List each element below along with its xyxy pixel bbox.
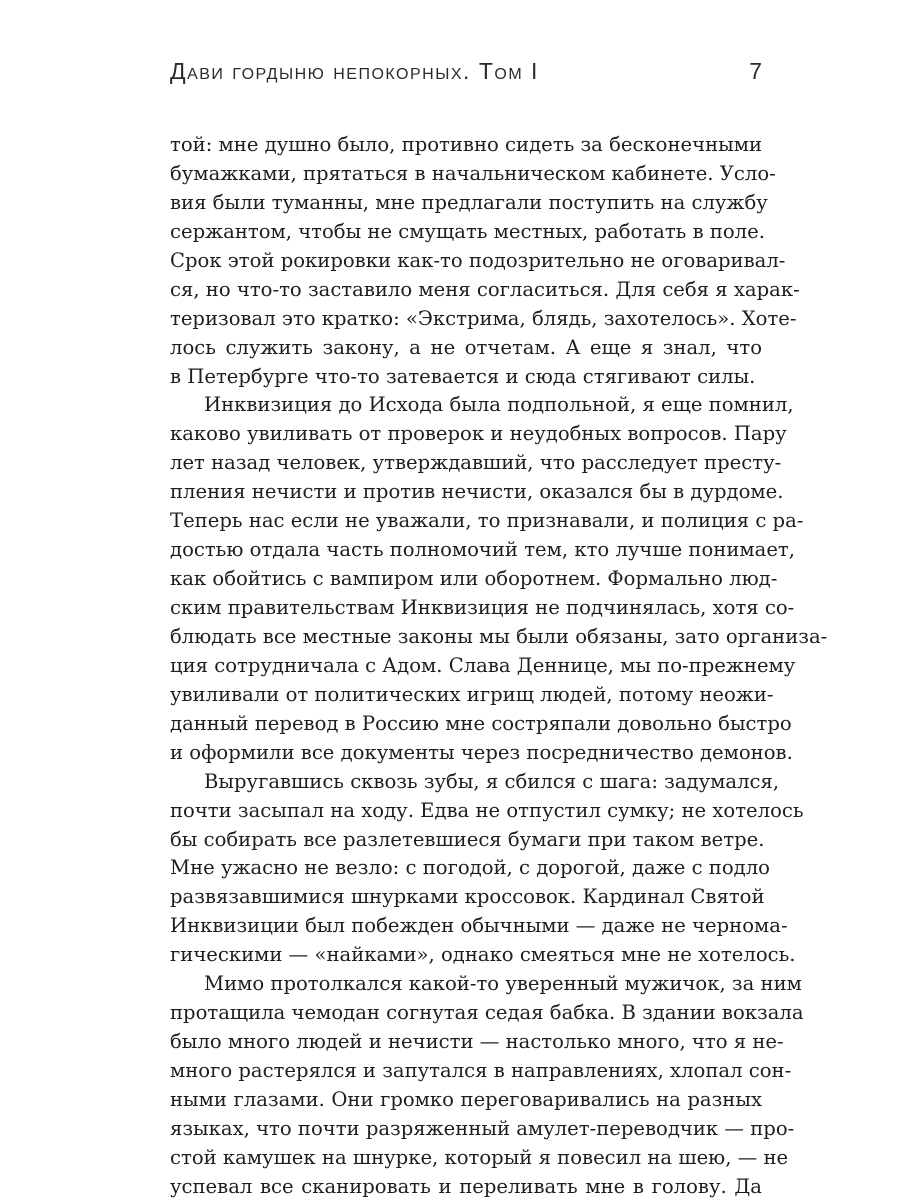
text-line: ся, но что-то заставило меня согласиться. Для себя я харак- bbox=[170, 277, 800, 301]
text-line: ским правительствам Инквизиция не подчинялась, хотя со- bbox=[170, 596, 795, 619]
text-line: Инквизиция до Исхода была подпольной, я еще помнил, bbox=[204, 393, 794, 417]
text-line: Инквизиции был побежден обычными — даже не чернома- bbox=[170, 914, 788, 938]
text-line: было много людей и нечисти — настолько много, что я не- bbox=[170, 1030, 784, 1054]
text-line: Теперь нас если не уважали, то признавали, и полиция с ра- bbox=[170, 509, 804, 533]
text-line: Срок этой рокировки как-то подозрительно не оговаривал- bbox=[170, 248, 786, 272]
text-line: лось служить закону, а не отчетам. А еще я знал, что bbox=[170, 335, 762, 359]
text-line: почти засыпал на ходу. Едва не отпустил сумку; не хотелось bbox=[170, 798, 804, 822]
text-line: каково увиливать от проверок и неудобных вопросов. Пару bbox=[170, 422, 787, 446]
text-line: лет назад человек, утверждавший, что расследует престу- bbox=[170, 451, 782, 475]
text-line: протащила чемодан согнутая седая бабка. В здании вокзала bbox=[170, 1001, 804, 1025]
text-line: ными глазами. Они громко переговаривались на разных bbox=[170, 1087, 762, 1111]
text-line: как обойтись с вампиром или оборотнем. Формально люд- bbox=[170, 567, 778, 591]
paragraph bbox=[170, 970, 804, 1202]
text-line: успевал все сканировать и переливать мне в голову. Да bbox=[170, 1174, 762, 1198]
text-line: той: мне душно было, противно сидеть за бесконечными bbox=[170, 133, 763, 156]
text-line: развязавшимися шнурками кроссовок. Кардинал Святой bbox=[170, 885, 765, 909]
paragraph bbox=[170, 391, 828, 767]
text-line: достью отдала часть полномочий тем, кто лучше понимает, bbox=[170, 538, 795, 562]
text-line: в Петербурге что-то затевается и сюда стягивают силы. bbox=[170, 364, 756, 388]
text-line: вия были туманны, мне предлагали поступить на службу bbox=[170, 190, 768, 214]
page-number: 7 bbox=[749, 58, 762, 84]
text-line: ция сотрудничала с Адом. Слава Деннице, мы по-прежнему bbox=[170, 653, 796, 677]
paragraph bbox=[170, 768, 804, 971]
text-line: стой камушек на шнурке, который я повесил на шею, — не bbox=[170, 1145, 789, 1169]
text-line: пления нечисти и против нечисти, оказался бы в дурдоме. bbox=[170, 480, 784, 504]
text-line: гическими — «найками», однако смеяться мне не хотелось. bbox=[170, 943, 796, 967]
text-line: Выругавшись сквозь зубы, я сбился с шага: задумался, bbox=[204, 769, 780, 793]
text-line: Мимо протолкался какой-то уверенный мужичок, за ним bbox=[204, 972, 802, 996]
book-title: Дави гордыню непокорных. Том I bbox=[170, 58, 539, 84]
text-line: бы собирать все разлетевшиеся бумаги при таком ветре. bbox=[170, 827, 765, 851]
text-line: данный перевод в Россию мне состряпали довольно быстро bbox=[170, 711, 792, 735]
text-line: много растерялся и запутался в направлениях, хлопал сон- bbox=[170, 1059, 792, 1082]
text-line: увиливали от политических игрищ людей, потому неожи- bbox=[170, 682, 774, 706]
text-line: бумажками, прятаться в начальническом кабинете. Усло- bbox=[170, 161, 776, 185]
text-line: Мне ужасно не везло: с погодой, с дорогой, даже с подло bbox=[170, 856, 770, 880]
text-line: и оформили все документы через посредничество демонов. bbox=[170, 740, 793, 764]
text-line: теризовал это кратко: «Экстрима, блядь, захотелось». Хоте- bbox=[170, 306, 797, 330]
paragraph bbox=[170, 131, 800, 391]
body-text bbox=[170, 131, 828, 1202]
text-line: языках, что почти разряженный амулет-переводчик — про- bbox=[170, 1116, 795, 1140]
text-line: блюдать все местные законы мы были обязаны, зато организа- bbox=[170, 624, 828, 648]
text-line: сержантом, чтобы не смущать местных, работать в поле. bbox=[170, 219, 765, 243]
running-head bbox=[170, 58, 762, 94]
